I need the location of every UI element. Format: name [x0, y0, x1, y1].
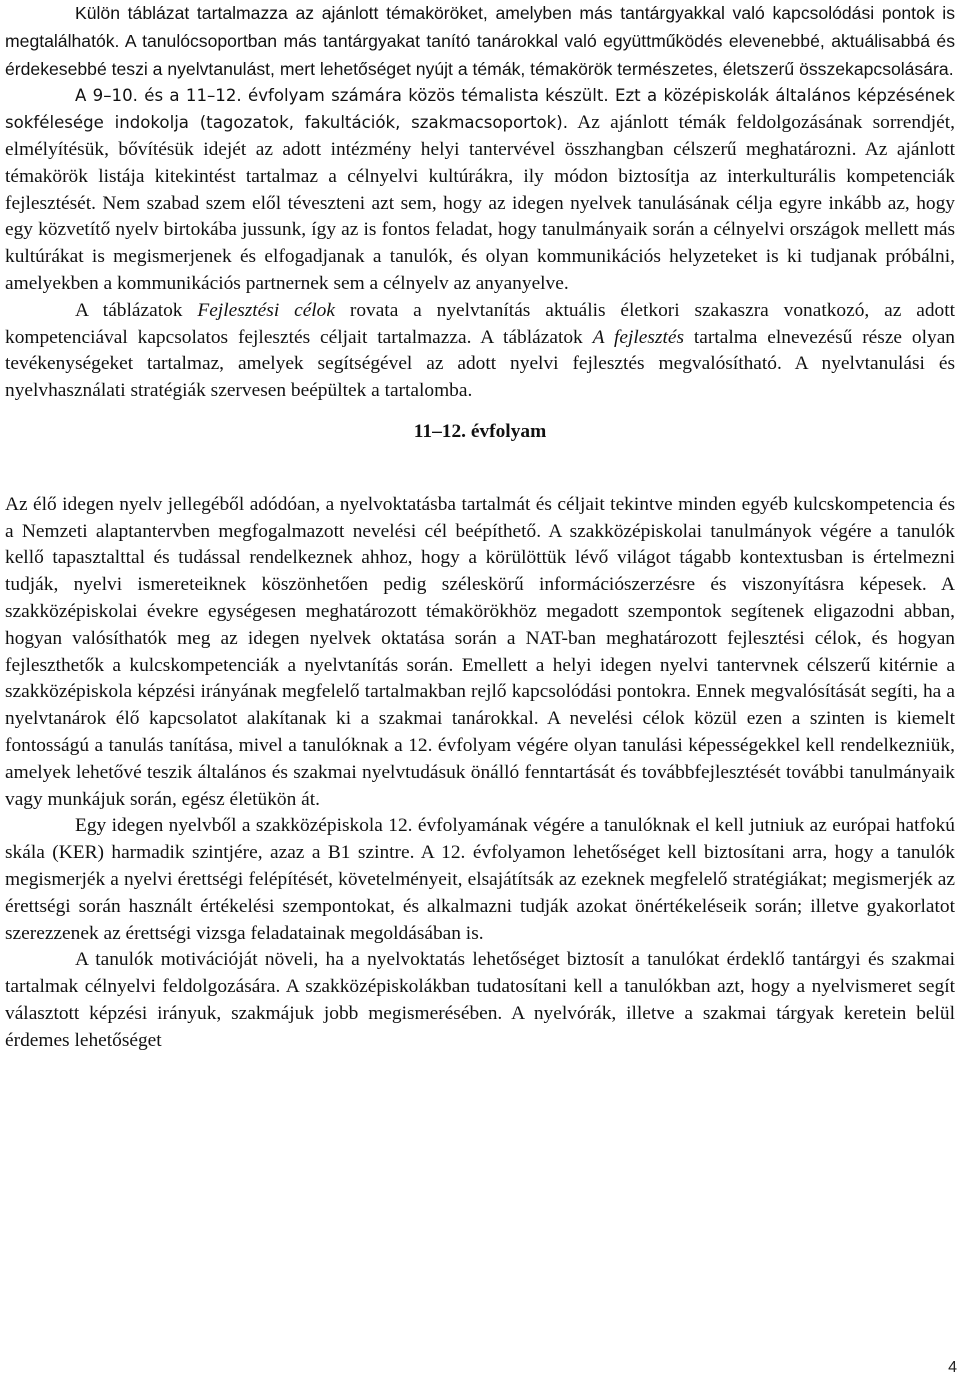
paragraph-tables-structure: [5, 298, 955, 405]
paragraph-b1-level: Egy idegen nyelvből a szakközépiskola 12. évfolyamának végére a tanulóknak el kell jutniuk az európai hatfokú skála (KER) harmadik szintjére, azaz a B1 szintre. A 12. évfolyamon lehetőséget kell biztosítani arra, hogy a tanulók megismerjék a nyelvi érettségi felépítését, követelményeit, elsajátítsák az ezeknek megfelelő stratégiákat; megismerjék az érettségi során használt értékelési szempontokat, és alkalmazni tudják azokat önértékeléseik során; illetve gyakorlatot szerezzenek az érettségi vizsga feladatainak megoldásában is.: [5, 815, 955, 944]
paragraph-tables-emphasis-goals: Fejlesztési célok: [197, 299, 335, 321]
paragraph-tables-text-a: A táblázatok: [75, 299, 198, 321]
paragraph-common-themelist-sans: A 9–10. és a 11–12. évfolyam számára közös témalista készült. Ezt a középiskolák általános képzésének sokfélesége indokolja (tagozatok, fakultációk, szakmacsoportok).: [5, 86, 955, 133]
paragraph-themes-intro: [5, 0, 955, 83]
paragraph-language-character: Az élő idegen nyelv jellegéből adódóan, a nyelvoktatásba tartalmát és céljait tekintve minden egyéb kulcskompetencia és a Nemzeti alaptantervben megfogalmazott nevelési cél beépíthető. A szakközépiskolai tanulmányok végére a tanulók kellő tapasztalttal és tudással rendelkeznek ahhoz, hogy a körülöttük lévő világot tágabb kontextusban is értelmezni tudják, nyelvi ismereteiknek köszönhetően pedig széleskörű információszerzésre és viszonyításra képesek. A szakközépiskolai évekre egységesen meghatározott témakörökhöz megadott szempontok segítenek eligazodni abban, hogyan valósíthatók meg az idegen nyelvek oktatása során a NAT-ban meghatározott fejlesztési célok, és hogyan fejleszthetők a kulcskompetenciák a nyelvtanítás során. Emellett a helyi idegen nyelvi tantervnek célszerű kitérnie a szakközépiskola képzési irányának megfelelő tartalmakban rejlő kapcsolódási pontokra. Ennek megvalósítását segíti, ha a nyelvtanárok élő kapcsolatot alakítanak ki a szakmai tanárokkal. A nevelési célok közül ezen a szinten is kiemelt fontosságú a tanulás tanítása, mivel a tanulóknak a 12. évfolyam végére olyan tanulási képességekkel kell rendelkezniük, amelyek lehetővé teszik általános és szakmai nyelvtudásuk önálló fenntartását és továbbfejlesztését további tanulmányaik vagy munkájuk során, egész életükön át.: [5, 493, 955, 810]
paragraph-common-themelist-serif: Az ajánlott témák feldolgozásának sorrendjét, elmélyítésük, bővítésük idejét az adott intézmény helyi tantervével összhangban célszerű meghatározni. Az ajánlott témakörök listája kitekintést tartalmaz a célnyelvi kultúrákra, ily módon biztosítja az interkulturális kompetenciák fejlesztését. Nem szabad szem elől téveszteni azt sem, hogy az idegen nyelvek tanulásának célja egyre inkább az, hogy egy közvetítő nyelv birtokába jussunk, így az is fontos feladat, hogy tanulmányaik során a célnyelvi országok mellett más kultúrákat is megismerjenek és elfogadjanak a tanulók, és olyan kommunikációs helyzeteket is ki tudjanak próbálni, amelyekben a kommunikációs partnernek sem a célnyelv az anyanyelve.: [5, 112, 955, 294]
paragraph-tables-text-c: tartalma elnevezésű része olyan tevékenységeket tartalmaz, amelyek segítségével az adott nyelvi fejlesztés megvalósítható. A nyelvtanulási és nyelvhasználati stratégiák szervesen beépültek a tartalomba.: [5, 326, 955, 402]
paragraph-tables-text-b: rovata a nyelvtanítás aktuális életkori szakaszra vonatkozó, az adott kompetenciával kapcsolatos fejlesztés céljait tartalmazza. A táblázatok: [5, 299, 955, 348]
document-page: [5, 0, 955, 1054]
paragraph-themes-intro-text: Külön táblázat tartalmazza az ajánlott témaköröket, amelyben más tantárgyakkal való kapcsolódási pontok is megtalálhatók. A tanulócsoportban más tantárgyakat tanító tanárokkal való együttműködés elevenebbé, aktuálisabbá és érdekesebbé teszi a nyelvtanulást, mert lehetőséget nyújt a témák, témakörök természetes, életszerű összekapcsolására.: [5, 3, 955, 79]
section-heading: 11–12. évfolyam: [413, 420, 547, 442]
paragraph-common-themelist: [5, 83, 955, 297]
paragraph-tables-emphasis-content: A fejlesztés: [592, 326, 684, 348]
paragraph-motivation: A tanulók motivációját növeli, ha a nyelvoktatás lehetőséget biztosít a tanulókat érdeklő tantárgyi és szakmai tartalmak célnyelvi feldolgozására. A szakközépiskolákban tudatosítani kell a tanulókban azt, hogy a nyelvismeret segít választott képzési irányuk, szakmájuk jobb megismerésében. A nyelvórák, illetve a szakmai tárgyak keretein belül érdemes lehetőséget: [5, 949, 955, 1051]
page-number: 4: [948, 1359, 957, 1376]
